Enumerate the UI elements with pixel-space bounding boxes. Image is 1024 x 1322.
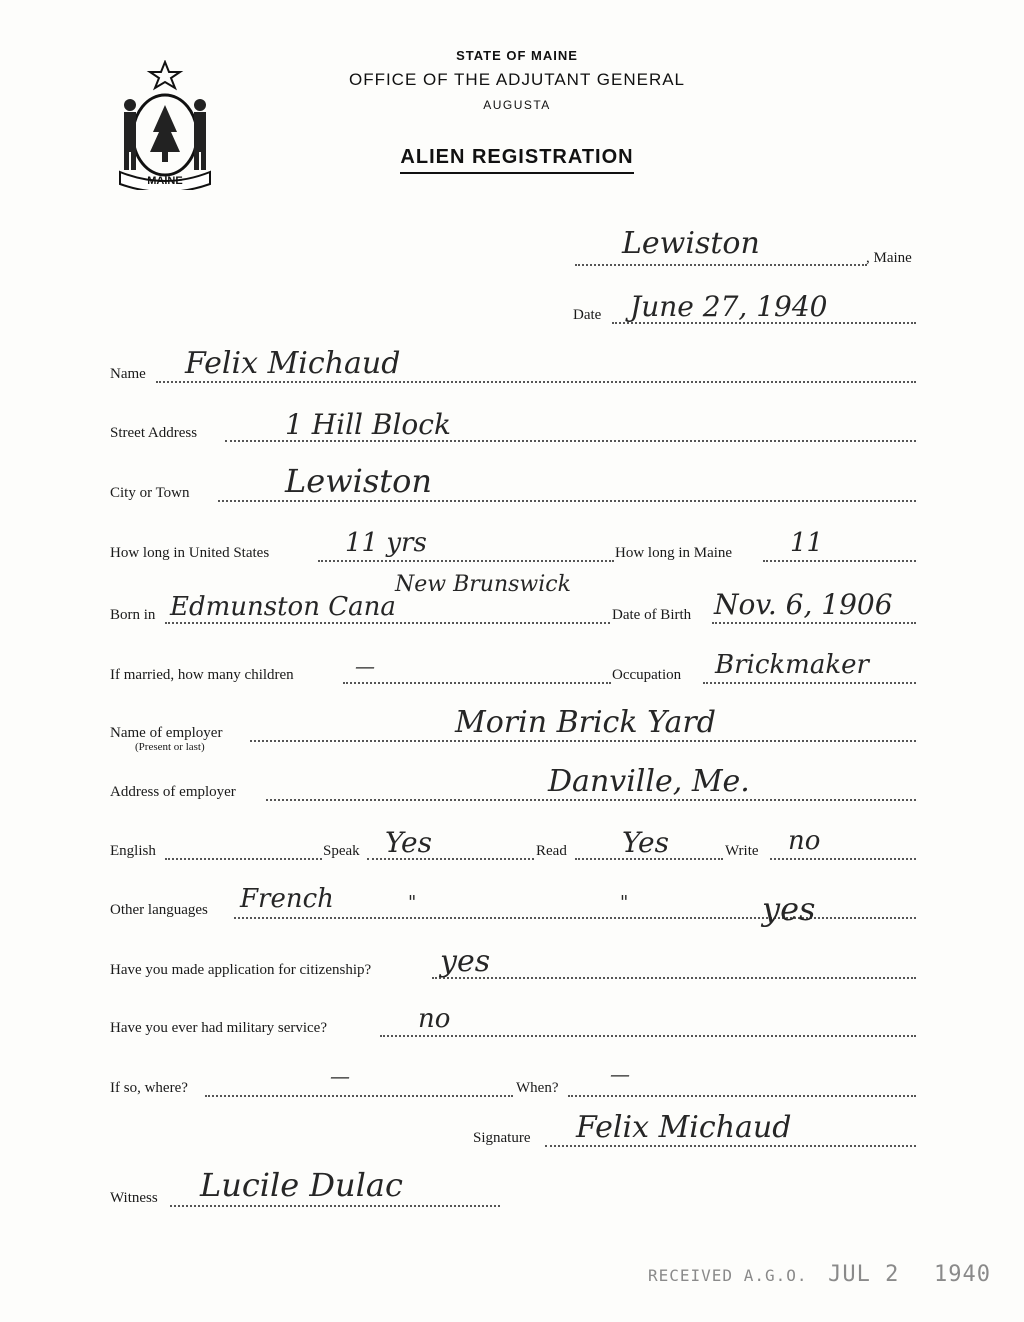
citizenship-label: Have you made application for citizenship? [110, 962, 372, 978]
occupation-value: Brickmaker [715, 650, 869, 680]
other-speak-value: " [408, 892, 417, 913]
if-so-label: If so, where? [110, 1080, 188, 1096]
write-value: no [788, 826, 821, 856]
street-value: 1 Hill Block [285, 408, 451, 441]
employer-note: (Present or last) [135, 741, 205, 753]
speak-value: Yes [385, 826, 432, 859]
witness-value: Lucile Dulac [200, 1166, 403, 1204]
stamp-date: JUL 2 [828, 1262, 900, 1287]
signature-value: Felix Michaud [576, 1110, 792, 1145]
write-label: Write [725, 843, 759, 859]
seal-banner-text: MAINE [147, 175, 183, 187]
name-label: Name [110, 366, 146, 382]
born-in-value: Edmunston Cana [170, 592, 396, 622]
header-state: STATE OF MAINE [456, 48, 578, 63]
city-value: Lewiston [285, 462, 432, 500]
date-label: Date [573, 307, 602, 323]
occupation-label: Occupation [612, 667, 682, 683]
when-label: When? [516, 1080, 559, 1096]
born-in-label: Born in [110, 607, 156, 623]
how-long-us-value: 11 yrs [345, 528, 427, 558]
citizenship-value: yes [440, 944, 491, 979]
witness-label: Witness [110, 1190, 158, 1206]
speak-label: Speak [323, 843, 360, 859]
other-write-value: yes [762, 890, 816, 928]
read-label: Read [536, 843, 567, 859]
military-label: Have you ever had military service? [110, 1020, 327, 1036]
header-office: OFFICE OF THE ADJUTANT GENERAL [348, 70, 686, 89]
form-title-text: ALIEN REGISTRATION [400, 146, 633, 174]
dob-label: Date of Birth [612, 607, 692, 623]
how-long-us-label: How long in United States [110, 545, 270, 561]
how-long-maine-value: 11 [790, 528, 824, 558]
how-long-maine-label: How long in Maine [615, 545, 733, 561]
stamp-prefix: RECEIVED A.G.O. [648, 1266, 808, 1285]
born-in-above-value: New Brunswick [395, 572, 571, 597]
other-read-value: " [620, 892, 629, 913]
stamp-year: 1940 [934, 1262, 991, 1287]
married-label: If married, how many children [110, 667, 294, 683]
place-value: Lewiston [622, 226, 760, 261]
name-value: Felix Michaud [185, 346, 401, 381]
employer-address-value: Danville, Me. [548, 764, 750, 799]
read-value: Yes [622, 826, 669, 859]
employer-value: Morin Brick Yard [455, 705, 716, 740]
header-city: AUGUSTA [483, 98, 551, 112]
maine-label: , Maine [866, 250, 912, 266]
employer-label: Name of employer [110, 725, 223, 741]
english-label: English [110, 843, 156, 859]
other-languages-value: French [240, 884, 334, 914]
military-value: no [418, 1004, 451, 1034]
when-value: — [610, 1062, 630, 1086]
employer-address-label: Address of employer [110, 784, 236, 800]
other-languages-label: Other languages [110, 902, 208, 918]
date-value: June 27, 1940 [630, 290, 828, 323]
form-title [0, 146, 1024, 169]
children-value: — [355, 654, 375, 678]
where-value: — [330, 1064, 350, 1088]
received-stamp [648, 1262, 991, 1287]
dob-value: Nov. 6, 1906 [714, 588, 893, 621]
street-label: Street Address [110, 425, 198, 441]
city-label: City or Town [110, 485, 190, 501]
signature-label: Signature [473, 1130, 531, 1146]
